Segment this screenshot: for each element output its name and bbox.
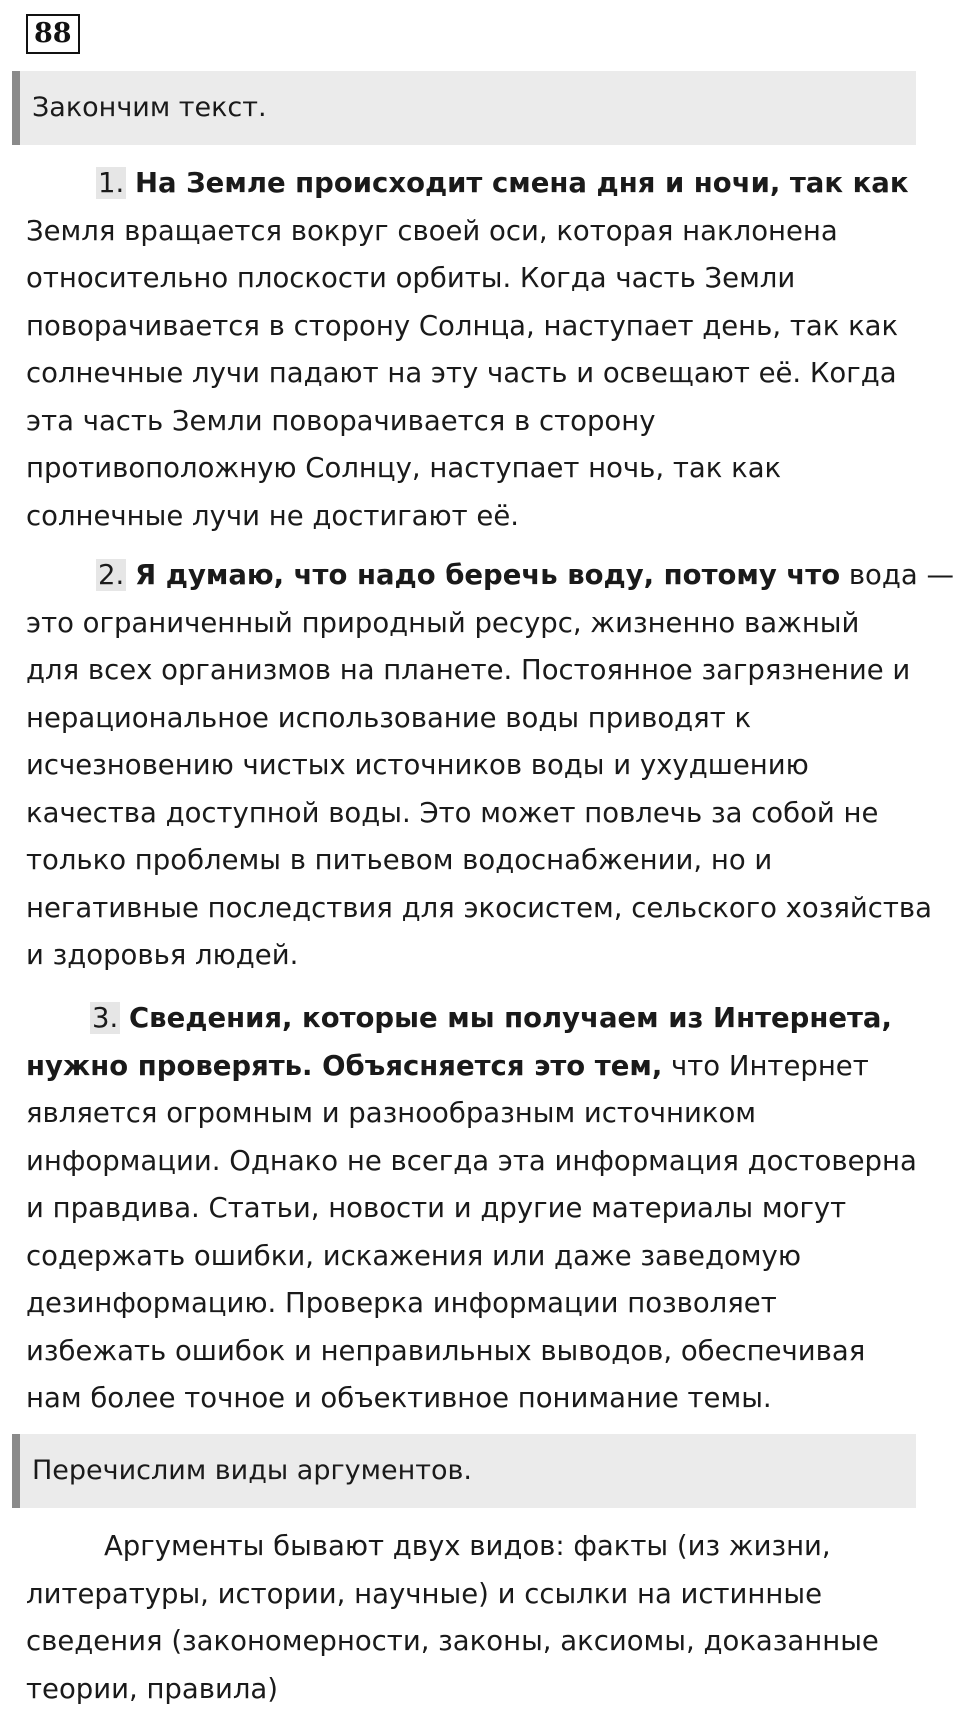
item-1-lead-bold: На Земле происходит смена дня и ночи, так как bbox=[135, 167, 909, 199]
paragraph-line: качества доступной воды. Это может повлечь за собой не bbox=[26, 796, 879, 829]
paragraph-line: сведения (закономерности, законы, аксиомы, доказанные bbox=[26, 1625, 879, 1657]
paragraph-line: информации. Однако не всегда эта информация достоверна bbox=[26, 1144, 917, 1177]
paragraph-line: содержать ошибки, искажения или даже заведомую bbox=[26, 1239, 801, 1272]
item-number-1: 1. bbox=[98, 167, 125, 199]
paragraph-line: солнечные лучи падают на эту часть и освещают её. Когда bbox=[26, 357, 897, 389]
answer-paragraph-2 bbox=[26, 552, 954, 980]
paragraph-3-line-second bbox=[26, 1043, 946, 1091]
answer-paragraph-3 bbox=[26, 995, 946, 1423]
arguments-paragraph bbox=[26, 1523, 946, 1713]
item-3-lead-bold-2: нужно проверять. Объясняется это тем, bbox=[26, 1049, 663, 1082]
paragraph-line: литературы, истории, научные) и ссылки на истинные bbox=[26, 1577, 823, 1610]
paragraph-line: Земля вращается вокруг своей оси, которая наклонена bbox=[26, 214, 838, 247]
paragraph-line: и здоровья людей. bbox=[26, 939, 299, 971]
section-header-finish-text: Закончим текст. bbox=[12, 71, 916, 145]
item-2-lead-rest: вода — bbox=[840, 559, 954, 591]
paragraph-line: нам более точное и объективное понимание темы. bbox=[26, 1382, 772, 1414]
paragraph-4-line-first bbox=[26, 1523, 946, 1571]
paragraph-line: только проблемы в питьевом водоснабжении, но и bbox=[26, 844, 773, 876]
paragraph-2-line-first bbox=[26, 552, 954, 600]
paragraph-line: солнечные лучи не достигают её. bbox=[26, 499, 520, 532]
item-number-2: 2. bbox=[98, 559, 125, 591]
paragraph-line: теории, правила) bbox=[26, 1672, 278, 1705]
section-header-argument-types: Перечислим виды аргументов. bbox=[12, 1434, 916, 1508]
paragraph-line: нерациональное использование воды приводят к bbox=[26, 701, 752, 734]
task-number-badge: 88 bbox=[26, 14, 80, 54]
paragraph-line: негативные последствия для экосистем, сельского хозяйства bbox=[26, 891, 932, 924]
paragraph-line: противоположную Солнцу, наступает ночь, так как bbox=[26, 452, 782, 484]
paragraph-line: эта часть Земли поворачивается в сторону bbox=[26, 404, 656, 437]
item-number-3: 3. bbox=[92, 1002, 119, 1034]
item-3-lead-bold-1: Сведения, которые мы получаем из Интернета, bbox=[129, 1002, 892, 1034]
paragraph-line: поворачивается в сторону Солнца, наступает день, так как bbox=[26, 309, 899, 342]
paragraph-line: и правдива. Статьи, новости и другие материалы могут bbox=[26, 1192, 847, 1224]
paragraph-line: Аргументы бывают двух видов: факты (из жизни, bbox=[104, 1530, 831, 1562]
paragraph-line: для всех организмов на планете. Постоянное загрязнение и bbox=[26, 654, 911, 686]
item-2-lead-bold: Я думаю, что надо беречь воду, потому что bbox=[135, 559, 841, 591]
paragraph-line: дезинформацию. Проверка информации позволяет bbox=[26, 1287, 777, 1319]
item-3-lead-rest: что Интернет bbox=[662, 1049, 869, 1082]
paragraph-line: это ограниченный природный ресурс, жизненно важный bbox=[26, 606, 860, 639]
answer-paragraph-1 bbox=[26, 160, 946, 540]
paragraph-line: является огромным и разнообразным источником bbox=[26, 1097, 757, 1129]
paragraph-line: относительно плоскости орбиты. Когда часть Земли bbox=[26, 262, 796, 294]
paragraph-1-line-first bbox=[26, 160, 946, 208]
paragraph-line: исчезновению чистых источников воды и ухудшению bbox=[26, 749, 809, 781]
paragraph-line: избежать ошибок и неправильных выводов, обеспечивая bbox=[26, 1334, 866, 1367]
paragraph-3-line-first bbox=[26, 995, 946, 1043]
